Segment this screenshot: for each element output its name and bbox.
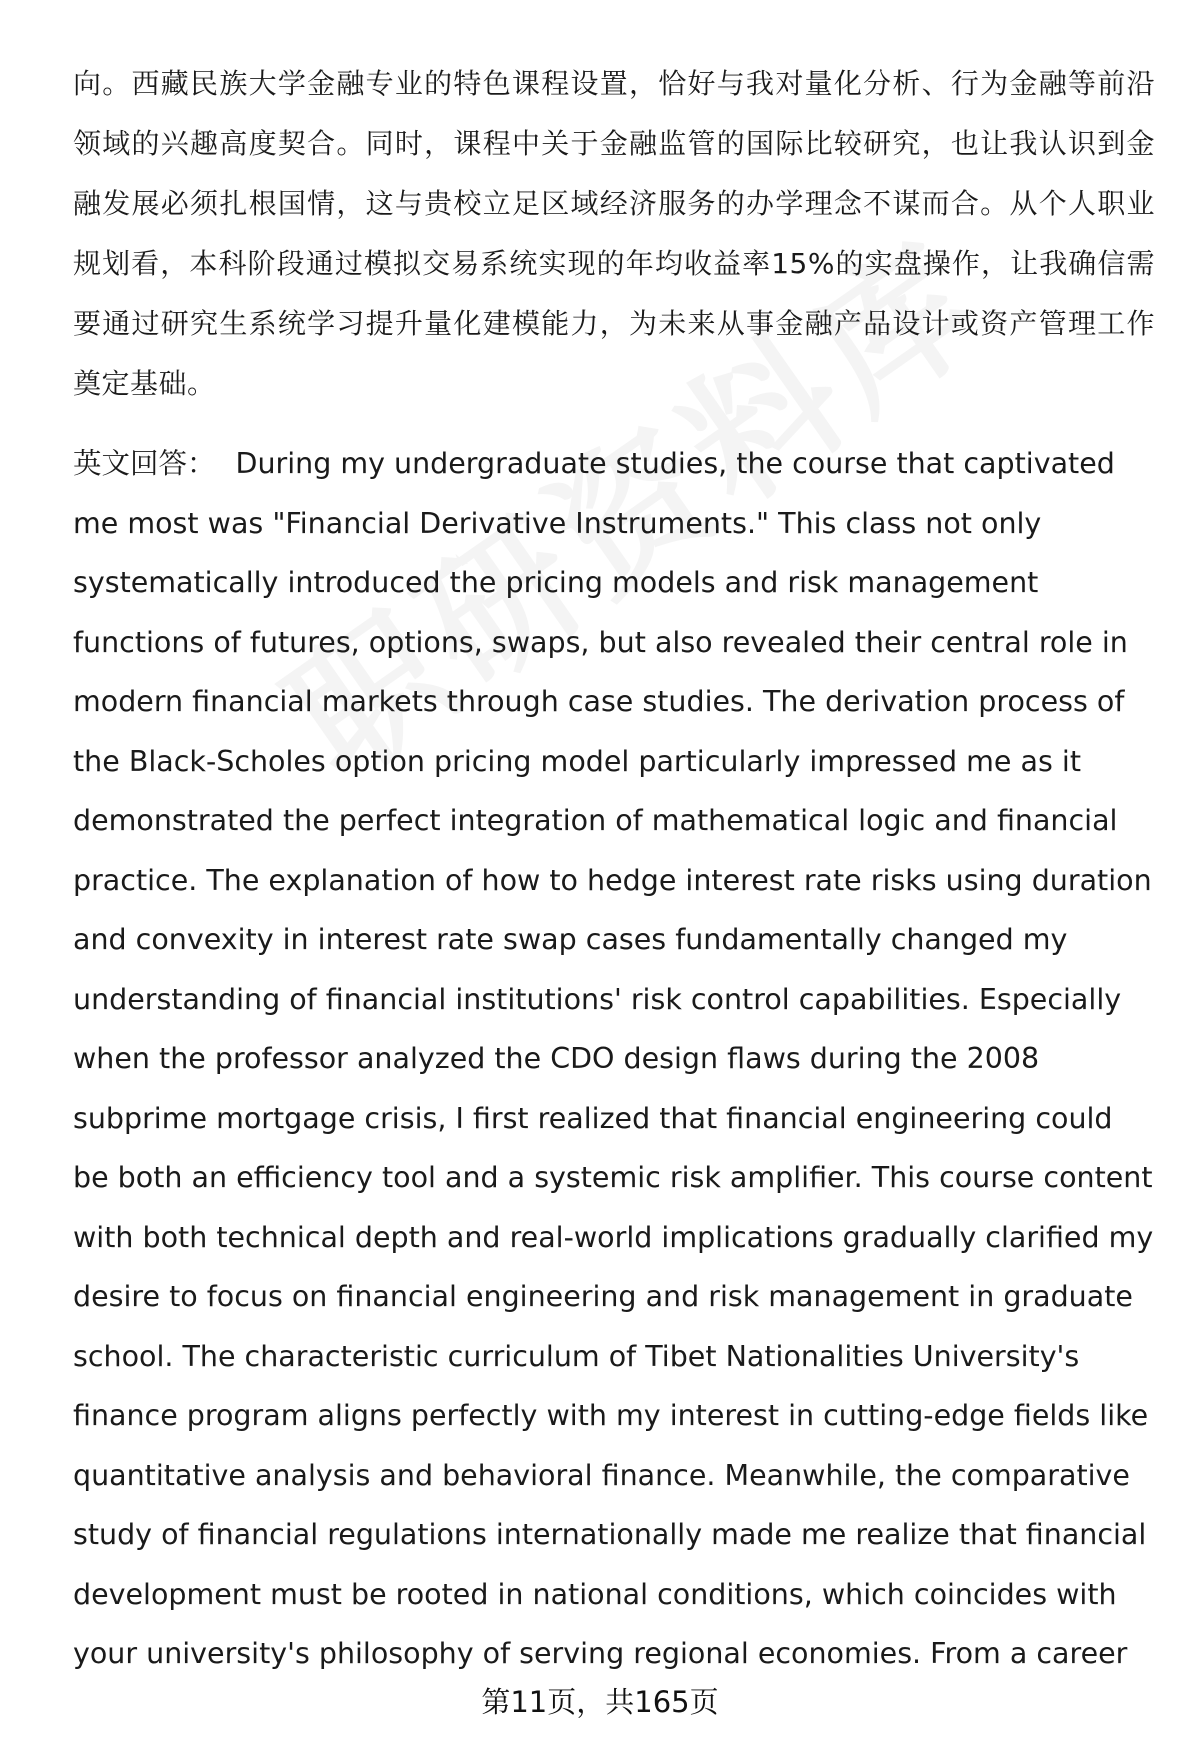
chinese-answer-paragraph: 向。西藏民族大学金融专业的特色课程设置，恰好与我对量化分析、行为金融等前沿领域的兴趣高度契合。同时，课程中关于金融监管的国际比较研究，也让我认识到金融发展必须扎根国情，这与贵校立足区域经济服务的办学理念不谋而合。从个人职业规划看，本科阶段通过模拟交易系统实现的年均收益率15%的实盘操作，让我确信需要通过研究生系统学习提升量化建模能力，为未来从事金融产品设计或资产管理工作奠定基础。 <box>73 67 1155 400</box>
english-answer-paragraph-container <box>73 434 1155 1684</box>
english-answer-paragraph: During my undergraduate studies, the course that captivated me most was "Financial Derivative Instruments." This class not only systematically introduced the pricing models and risk management functions of futures, options, swaps, but also revealed their central role in modern financial markets through case studies. The derivation process of the Black-Scholes option pricing model particularly impressed me as it demonstrated the perfect integration of mathematical logic and financial practice. The explanation of how to hedge interest rate risks using duration and convexity in interest rate swap cases fundamentally changed my understanding of financial institutions' risk control capabilities. Especially when the professor analyzed the CDO design flaws during the 2008 subprime mortgage crisis, I first realized that financial engineering could be both an efficiency tool and a systemic risk amplifier. This course content with both technical depth and real-world implications gradually clarified my desire to focus on financial engineering and risk management in graduate school. The characteristic curriculum of Tibet Nationalities University's finance program aligns perfectly with my interest in cutting-edge fields like quantitative analysis and behavioral finance. Meanwhile, the comparative study of financial regulations internationally made me realize that financial development must be rooted in national conditions, which coincides with your university's philosophy of serving regional economies. From a career <box>73 447 1154 1670</box>
document-page <box>73 54 1155 1684</box>
english-answer-label: 英文回答： <box>73 447 216 480</box>
page-number-footer: 第11页，共165页 <box>481 1685 719 1719</box>
